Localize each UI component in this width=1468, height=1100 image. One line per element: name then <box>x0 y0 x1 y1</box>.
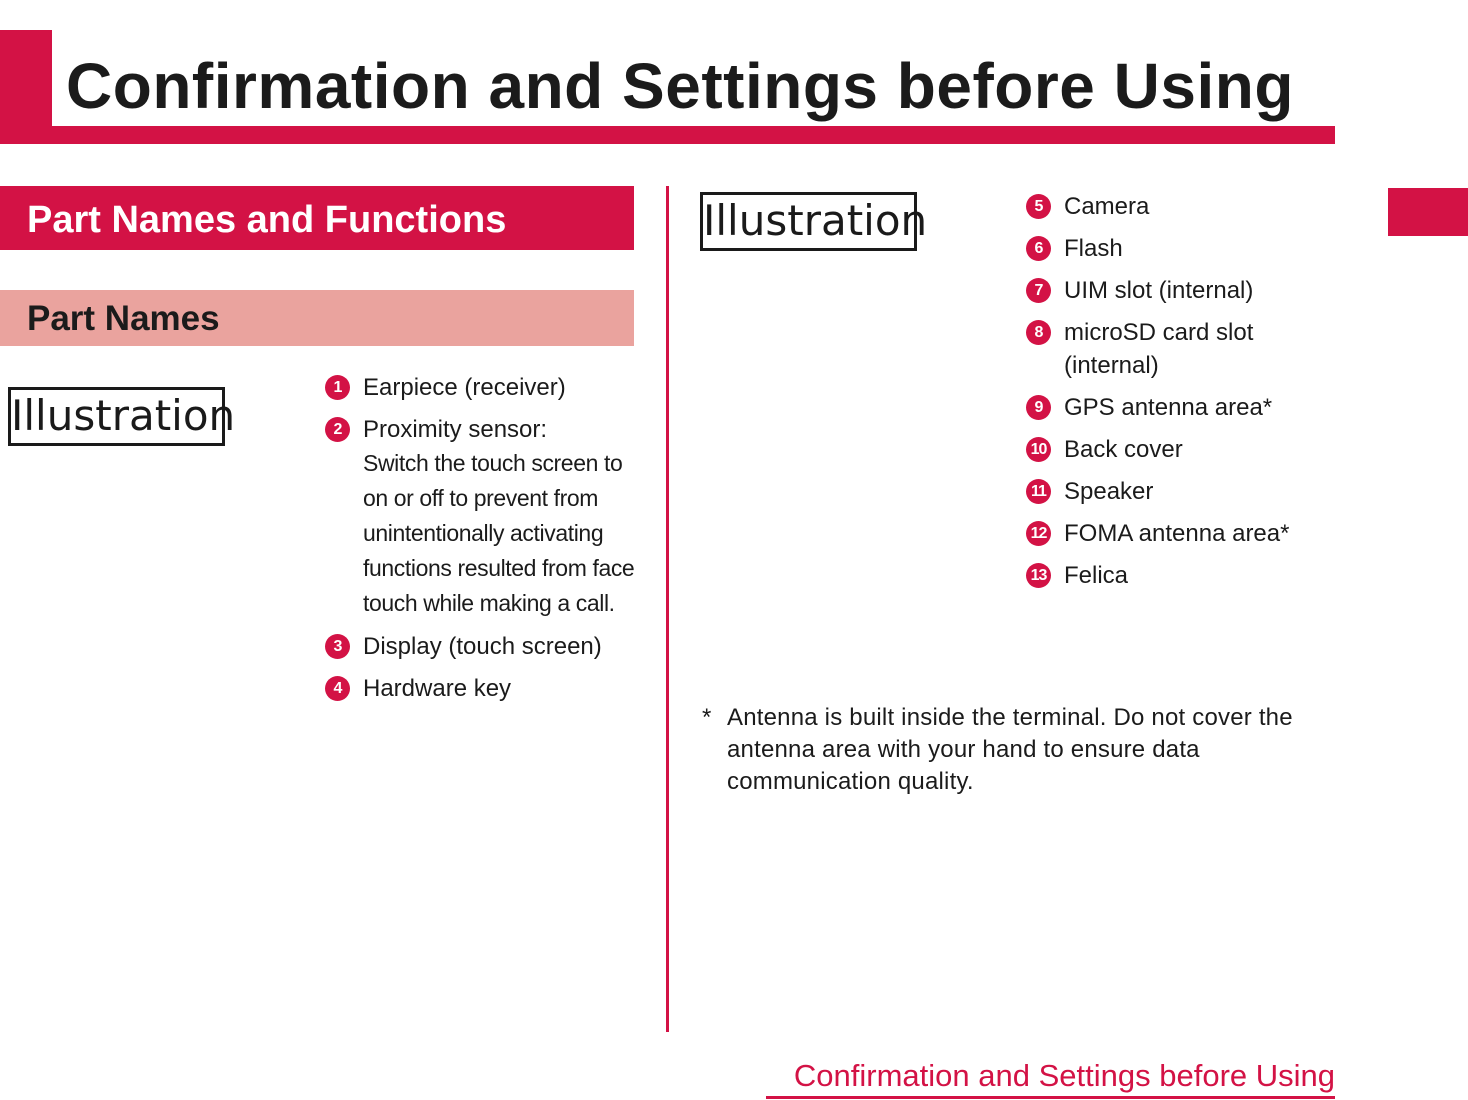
number-badge: 13 <box>1026 563 1051 588</box>
list-item <box>1026 391 1326 424</box>
part-label: Proximity sensor: <box>363 416 548 443</box>
part-label: GPS antenna area* <box>1064 394 1273 421</box>
number-badge: 3 <box>325 634 350 659</box>
list-item <box>1026 316 1326 382</box>
title-underline <box>52 126 1335 144</box>
list-item <box>1026 559 1326 592</box>
footnote-mark: * <box>702 704 712 731</box>
list-item <box>1026 475 1326 508</box>
number-badge: 2 <box>325 417 350 442</box>
list-item <box>1026 190 1326 223</box>
part-description: Switch the touch screen to on or off to prevent from unintentionally activating functions resulted from face touch while making a call. <box>363 450 635 616</box>
part-label: microSD card slot (internal) <box>1064 319 1254 379</box>
part-label: Camera <box>1064 193 1150 220</box>
part-label: Back cover <box>1064 436 1183 463</box>
front-illustration-placeholder: Illustration <box>8 387 225 446</box>
list-item <box>1026 433 1326 466</box>
list-item <box>1026 274 1326 307</box>
list-item <box>325 371 635 404</box>
subsection-title: Part Names <box>27 299 220 338</box>
page-title: Confirmation and Settings before Using <box>66 50 1294 122</box>
number-badge: 6 <box>1026 236 1051 261</box>
number-badge: 4 <box>325 676 350 701</box>
section-title: Part Names and Functions <box>27 199 507 241</box>
number-badge: 10 <box>1026 437 1051 462</box>
back-parts-list <box>1026 190 1326 601</box>
running-footer: Confirmation and Settings before Using <box>766 1056 1335 1099</box>
number-badge: 9 <box>1026 395 1051 420</box>
list-item <box>1026 517 1326 550</box>
list-item <box>1026 232 1326 265</box>
number-badge: 1 <box>325 375 350 400</box>
part-label: Hardware key <box>363 675 512 702</box>
list-item <box>325 672 635 705</box>
number-badge: 12 <box>1026 521 1051 546</box>
part-label: Felica <box>1064 562 1129 589</box>
footnote-text: Antenna is built inside the terminal. Do not cover the antenna area with your hand to ensure data communication quality. <box>727 704 1293 795</box>
front-parts-list <box>325 371 635 714</box>
part-label: FOMA antenna area* <box>1064 520 1290 547</box>
list-item <box>325 630 635 663</box>
list-item <box>325 413 635 621</box>
part-label: UIM slot (internal) <box>1064 277 1254 304</box>
title-accent-bar <box>0 30 52 144</box>
part-label: Speaker <box>1064 478 1154 505</box>
column-divider <box>666 186 669 1032</box>
back-illustration-placeholder: Illustration <box>700 192 917 251</box>
subsection-header <box>0 290 634 346</box>
chapter-tab <box>1388 188 1468 236</box>
number-badge: 11 <box>1026 479 1051 504</box>
number-badge: 7 <box>1026 278 1051 303</box>
part-label: Flash <box>1064 235 1123 262</box>
part-label: Earpiece (receiver) <box>363 374 566 401</box>
number-badge: 8 <box>1026 320 1051 345</box>
part-label: Display (touch screen) <box>363 633 602 660</box>
number-badge: 5 <box>1026 194 1051 219</box>
section-header <box>0 186 634 250</box>
